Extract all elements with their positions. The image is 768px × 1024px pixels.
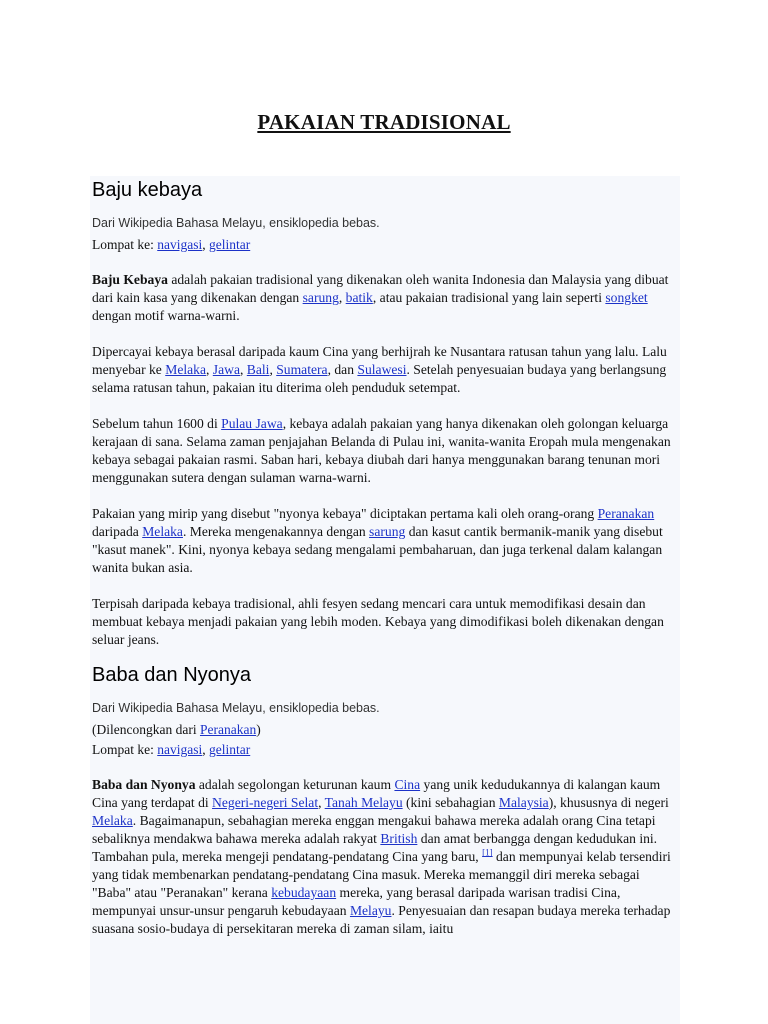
text-span: daripada	[92, 524, 143, 539]
link-sarung[interactable]: sarung	[302, 290, 339, 305]
link-sumatera[interactable]: Sumatera	[276, 362, 328, 377]
text-span: ), khususnya di negeri	[548, 795, 669, 810]
jump-separator: ,	[202, 237, 209, 252]
link-melaka[interactable]: Melaka	[142, 524, 183, 539]
link-melaka[interactable]: Melaka	[92, 813, 133, 828]
text-span: dan amat berbangga dengan kedudukan ini. Tambahan pula, mereka mengeji pendatang-pendatang Cina yang baru,	[92, 831, 658, 864]
link-sarung[interactable]: sarung	[369, 524, 406, 539]
text-span: . Setelah penyesuaian budaya yang berlangsung selama ratusan tahun, pakaian itu diterima oleh penduduk setempat.	[92, 362, 667, 395]
text-span: dan mempunyai kelab tersendiri yang tidak membenarkan pendatang-pendatang Cina masuk. Mereka memanggil diri mereka sebagai "Baba" atau "Peranakan" kerana	[92, 849, 671, 900]
text-span: ,	[239, 362, 247, 377]
text-span: . Bagaimanapun, sebahagian mereka enggan mengakui bahawa mereka adalah orang Cina tetapi sebaliknya mendakwa bahawa mereka adalah rakyat	[92, 813, 656, 846]
paragraph-baba-nyonya	[92, 776, 678, 938]
text-span: ,	[338, 290, 346, 305]
text-span: , atau pakaian tradisional yang lain seperti	[372, 290, 606, 305]
link-gelintar[interactable]: gelintar	[208, 742, 251, 757]
redirect-suffix: )	[256, 722, 261, 737]
text-span: Pakaian yang mirip yang disebut "nyonya kebaya" diciptakan pertama kali oleh orang-orang	[92, 506, 598, 521]
jump-prefix: Lompat ke:	[92, 237, 158, 252]
link-malaysia[interactable]: Malaysia	[498, 795, 549, 810]
citation-link[interactable]: [1]	[482, 847, 493, 858]
link-batik[interactable]: batik	[345, 290, 373, 305]
text-span: adalah pakaian tradisional yang dikenakan oleh wanita Indonesia dan Malaysia yang dibuat dari kain kasa yang dikenakan dengan	[92, 272, 669, 305]
link-negeri-negeri-selat[interactable]: Negeri-negeri Selat	[212, 795, 319, 810]
paragraph-kebaya-history	[92, 415, 678, 487]
redirect-prefix: (Dilencongkan dari	[92, 722, 200, 737]
paragraph-modern-kebaya: Terpisah daripada kebaya tradisional, ahli fesyen sedang mencari cara untuk memodifikasi desain dan membuat kebaya menjadi pakaian yang lebih moden. Kebaya yang dimodifikasi boleh dikenakan dengan seluar jeans.	[92, 596, 664, 647]
link-navigasi[interactable]: navigasi	[157, 237, 203, 252]
text-span: (kini sebahagian	[402, 795, 499, 810]
text-span: , dan	[327, 362, 358, 377]
link-cina[interactable]: Cina	[394, 777, 421, 792]
article-content	[90, 176, 680, 1024]
link-tanah-melayu[interactable]: Tanah Melayu	[324, 795, 403, 810]
link-kebudayaan[interactable]: kebudayaan	[271, 885, 337, 900]
link-songket[interactable]: songket	[605, 290, 648, 305]
link-jawa[interactable]: Jawa	[212, 362, 240, 377]
link-sulawesi[interactable]: Sulawesi	[357, 362, 407, 377]
text-span: ,	[269, 362, 277, 377]
section-heading-baju-kebaya: Baju kebaya	[92, 179, 203, 201]
jump-prefix: Lompat ke:	[92, 742, 158, 757]
text-span: dengan motif warna-warni.	[92, 308, 240, 323]
text-span: ,	[206, 362, 213, 377]
redirect-note	[92, 720, 678, 740]
term-bold: Baba dan Nyonya	[92, 777, 196, 792]
jump-links	[92, 235, 678, 255]
text-span: adalah segolongan keturunan kaum	[195, 777, 395, 792]
link-navigasi[interactable]: navigasi	[157, 742, 203, 757]
wiki-tagline: Dari Wikipedia Bahasa Melayu, ensiklopedia bebas.	[92, 216, 380, 230]
text-span: ,	[318, 795, 325, 810]
text-span: . Mereka mengenakannya dengan	[182, 524, 370, 539]
link-peranakan-redirect[interactable]: Peranakan	[199, 722, 257, 737]
text-span: Dipercayai kebaya berasal daripada kaum Cina yang berhijrah ke Nusantara ratusan tahun yang lalu. Lalu menyebar ke	[92, 344, 667, 377]
section-heading-baba-nyonya: Baba dan Nyonya	[92, 664, 252, 686]
jump-links	[92, 740, 678, 760]
paragraph-kebaya-origin	[92, 343, 678, 397]
link-bali[interactable]: Bali	[246, 362, 270, 377]
text-span: Sebelum tahun 1600 di	[92, 416, 222, 431]
link-british[interactable]: British	[380, 831, 418, 846]
link-gelintar[interactable]: gelintar	[208, 237, 251, 252]
text-span: mereka, yang berasal daripada warisan tradisi Cina, mempunyai unsur-unsur pengaruh kebudayaan	[92, 885, 621, 918]
page-title: PAKAIAN TRADISIONAL	[257, 110, 511, 134]
link-melayu[interactable]: Melayu	[349, 903, 392, 918]
wiki-tagline: Dari Wikipedia Bahasa Melayu, ensiklopedia bebas.	[92, 701, 380, 715]
paragraph-kebaya-intro	[92, 271, 678, 325]
jump-separator: ,	[202, 742, 209, 757]
link-peranakan[interactable]: Peranakan	[597, 506, 655, 521]
text-span: dan kasut cantik bermanik-manik yang disebut "kasut manek". Kini, nyonya kebaya sedang mengalami pembaharuan, dan juga terkenal dalam kalangan wanita bukan asia.	[92, 524, 663, 575]
link-melaka[interactable]: Melaka	[165, 362, 206, 377]
paragraph-nyonya-kebaya	[92, 505, 678, 577]
text-span: . Penyesuaian dan resapan budaya mereka terhadap suasana sosio-budaya di persekitaran mereka di zaman silam, iaitu	[92, 903, 671, 936]
text-span: , kebaya adalah pakaian yang hanya dikenakan oleh golongan keluarga kerajaan di sana. Selama zaman penjajahan Belanda di Pulau ini, wanita-wanita Eropah mula mengenakan kebaya sebagai pakaian rasmi. Saban hari, kebaya diubah dari hanya menggunakan barang tenunan mori menggunakan sutera dengan sulaman warna-warni.	[92, 416, 671, 485]
term-bold: Baju Kebaya	[92, 272, 168, 287]
link-pulau-jawa[interactable]: Pulau Jawa	[221, 416, 283, 431]
text-span: yang unik kedudukannya di kalangan kaum Cina yang terdapat di	[92, 777, 661, 810]
